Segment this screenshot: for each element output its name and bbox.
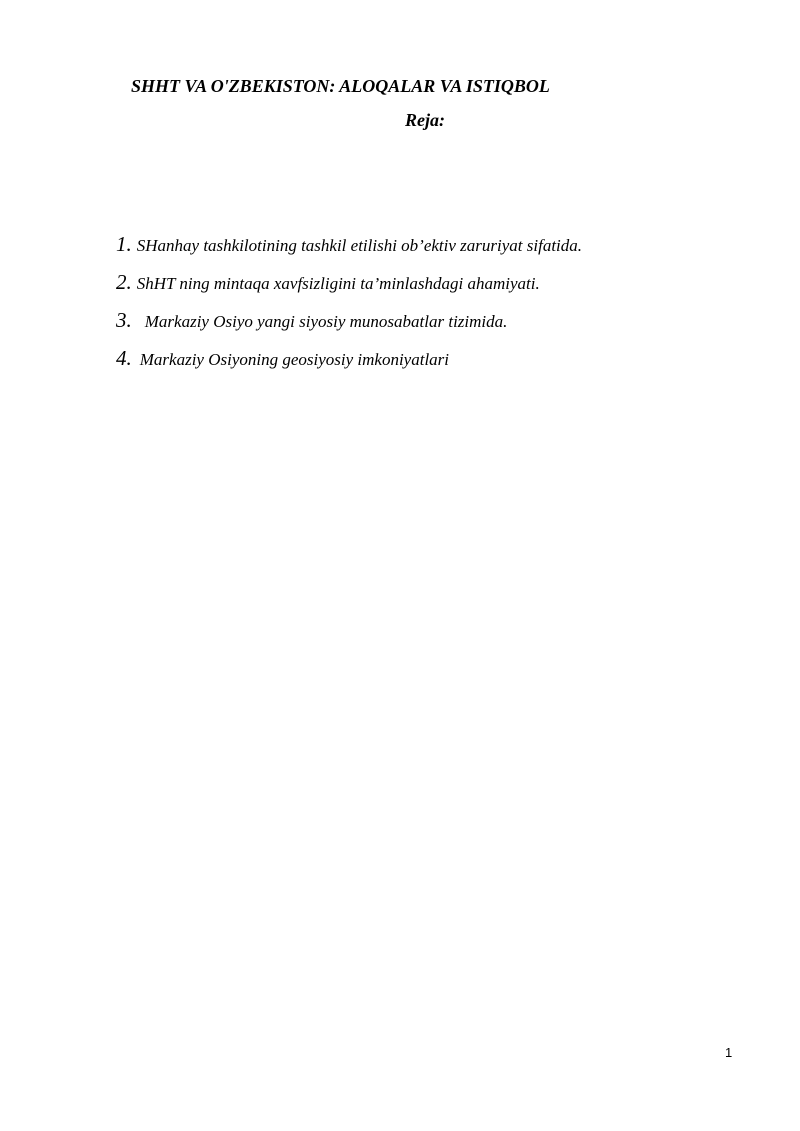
plan-item-text: Markaziy Osiyoning geosiyosiy imkoniyatlari bbox=[139, 350, 450, 369]
plan-item bbox=[116, 346, 582, 384]
document-title: SHHT VA O'ZBEKISTON: ALOQALAR VA ISTIQBOL bbox=[131, 76, 550, 96]
plan-item bbox=[116, 308, 582, 346]
page-number: 1 bbox=[725, 1045, 733, 1060]
plan-item bbox=[116, 270, 582, 308]
plan-item bbox=[116, 232, 582, 270]
plan-item-text: Markaziy Osiyo yangi siyosiy munosabatlar tizimida. bbox=[144, 312, 508, 331]
plan-item-text: SHanhay tashkilotining tashkil etilishi ob’ektiv zaruriyat sifatida. bbox=[136, 236, 583, 255]
plan-list bbox=[116, 232, 582, 384]
plan-item-number: 2. bbox=[116, 270, 132, 294]
plan-item-number: 1. bbox=[116, 232, 132, 256]
plan-item-text: ShHT ning mintaqa xavfsizligini ta’minlashdagi ahamiyati. bbox=[136, 274, 540, 293]
plan-item-number: 3. bbox=[116, 308, 132, 332]
plan-heading: Reja: bbox=[405, 110, 445, 130]
plan-item-number: 4. bbox=[116, 346, 132, 370]
